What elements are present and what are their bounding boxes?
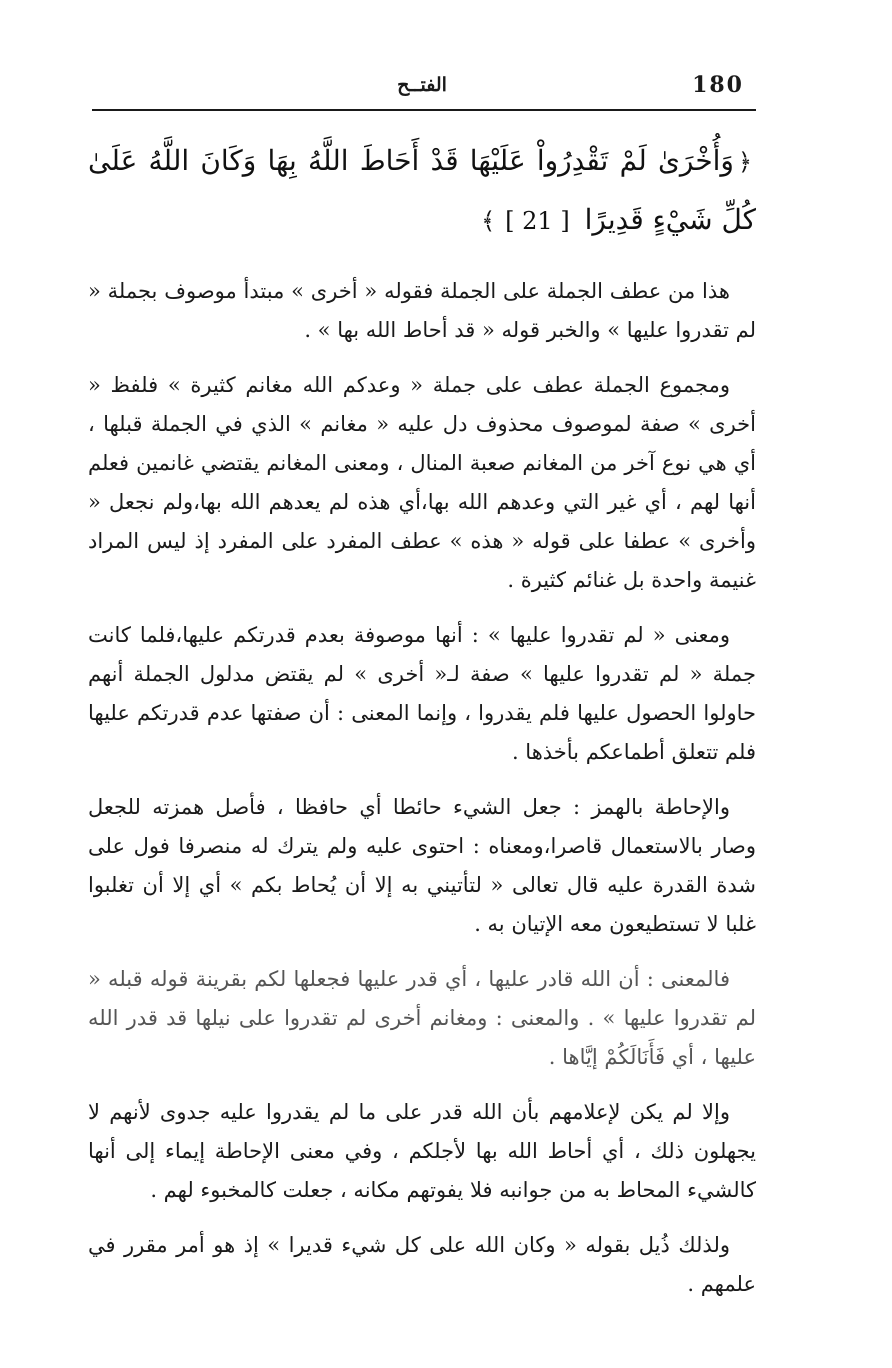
quran-verse (88, 132, 756, 250)
verse-text: وَأُخْرَىٰ لَمْ تَقْدِرُواْ عَلَيْهَا قَدْ أَحَاطَ اللَّهُ بِهَا وَكَانَ اللَّهُ عَلَىٰ كُلِّ شَيْءٍ قَدِيرًا (88, 144, 756, 236)
page-body (88, 132, 756, 1304)
verse-number: [ 21 ] (505, 207, 570, 235)
commentary-paragraph: والإحاطة بالهمز : جعل الشيء حائطا أي حافظا ، فأصل همزته للجعل وصار بالاستعمال قاصرا،ومعناه : احتوى عليه ولم يترك له منصرفا فول على شدة القدرة عليه قال تعالى « لتأتيني به إلا أن يُحاط بكم » أي إلا أن تغلبوا غلبا لا تستطيعون معه الإتيان به . (88, 795, 756, 936)
running-title: الفتــح (397, 74, 447, 96)
header-rule (92, 109, 756, 111)
verse-close-ornament: ﴾ (481, 207, 496, 235)
verse-open-ornament: ﴿ (737, 148, 752, 176)
commentary-paragraph: فالمعنى : أن الله قادر عليها ، أي قدر عليها فجعلها لكم بقرينة قوله قبله « لم تقدروا عليها » . والمعنى : ومغانم أخرى لم تقدروا على نيلها قد قدر الله عليها ، أي فَأَنَالَكُمْ إيَّاها . (88, 967, 756, 1069)
commentary-paragraph: وإلا لم يكن لإعلامهم بأن الله قدر على ما لم يقدروا عليه جدوى لأنهم لا يجهلون ذلك ، أي أحاط الله بها لأجلكم ، وفي معنى الإحاطة إيماء إلى أنها كالشيء المحاط به من جوانبه فلا يفوتهم مكانه ، جعلت كالمخبوء لهم . (88, 1100, 756, 1202)
page-header (92, 62, 752, 108)
commentary-paragraph: ولذلك ذُيل بقوله « وكان الله على كل شيء قديرا » إذ هو أمر مقرر في علمهم . (88, 1233, 756, 1296)
commentary-paragraph: ومجموع الجملة عطف على جملة « وعدكم الله مغانم كثيرة » فلفظ « أخرى » صفة لموصوف محذوف دل عليه « مغانم » الذي في الجملة قبلها ، أي هي نوع آخر من المغانم صعبة المنال ، ومعنى المغانم يقتضي غانمين فعلم أنها لهم ، أي غير التي وعدهم الله بها،أي هذه لم يعدهم الله بها،ولم نجعل « وأخرى » عطفا على قوله « هذه » عطف المفرد على المفرد إذ ليس المراد غنيمة واحدة بل غنائم كثيرة . (88, 373, 756, 592)
commentary-paragraph: ومعنى « لم تقدروا عليها » : أنها موصوفة بعدم قدرتكم عليها،فلما كانت جملة « لم تقدروا عليها » صفة لـ« أخرى » لم يقتض مدلول الجملة أنهم حاولوا الحصول عليها فلم يقدروا ، وإنما المعنى : أن صفتها عدم قدرتكم عليها فلم تتعلق أطماعكم بأخذها . (88, 623, 756, 764)
page-number: 180 (692, 72, 744, 98)
commentary-paragraph: هذا من عطف الجملة على الجملة فقوله « أخرى » مبتدأ موصوف بجملة « لم تقدروا عليها » والخبر قوله « قد أحاط الله بها » . (88, 279, 756, 342)
